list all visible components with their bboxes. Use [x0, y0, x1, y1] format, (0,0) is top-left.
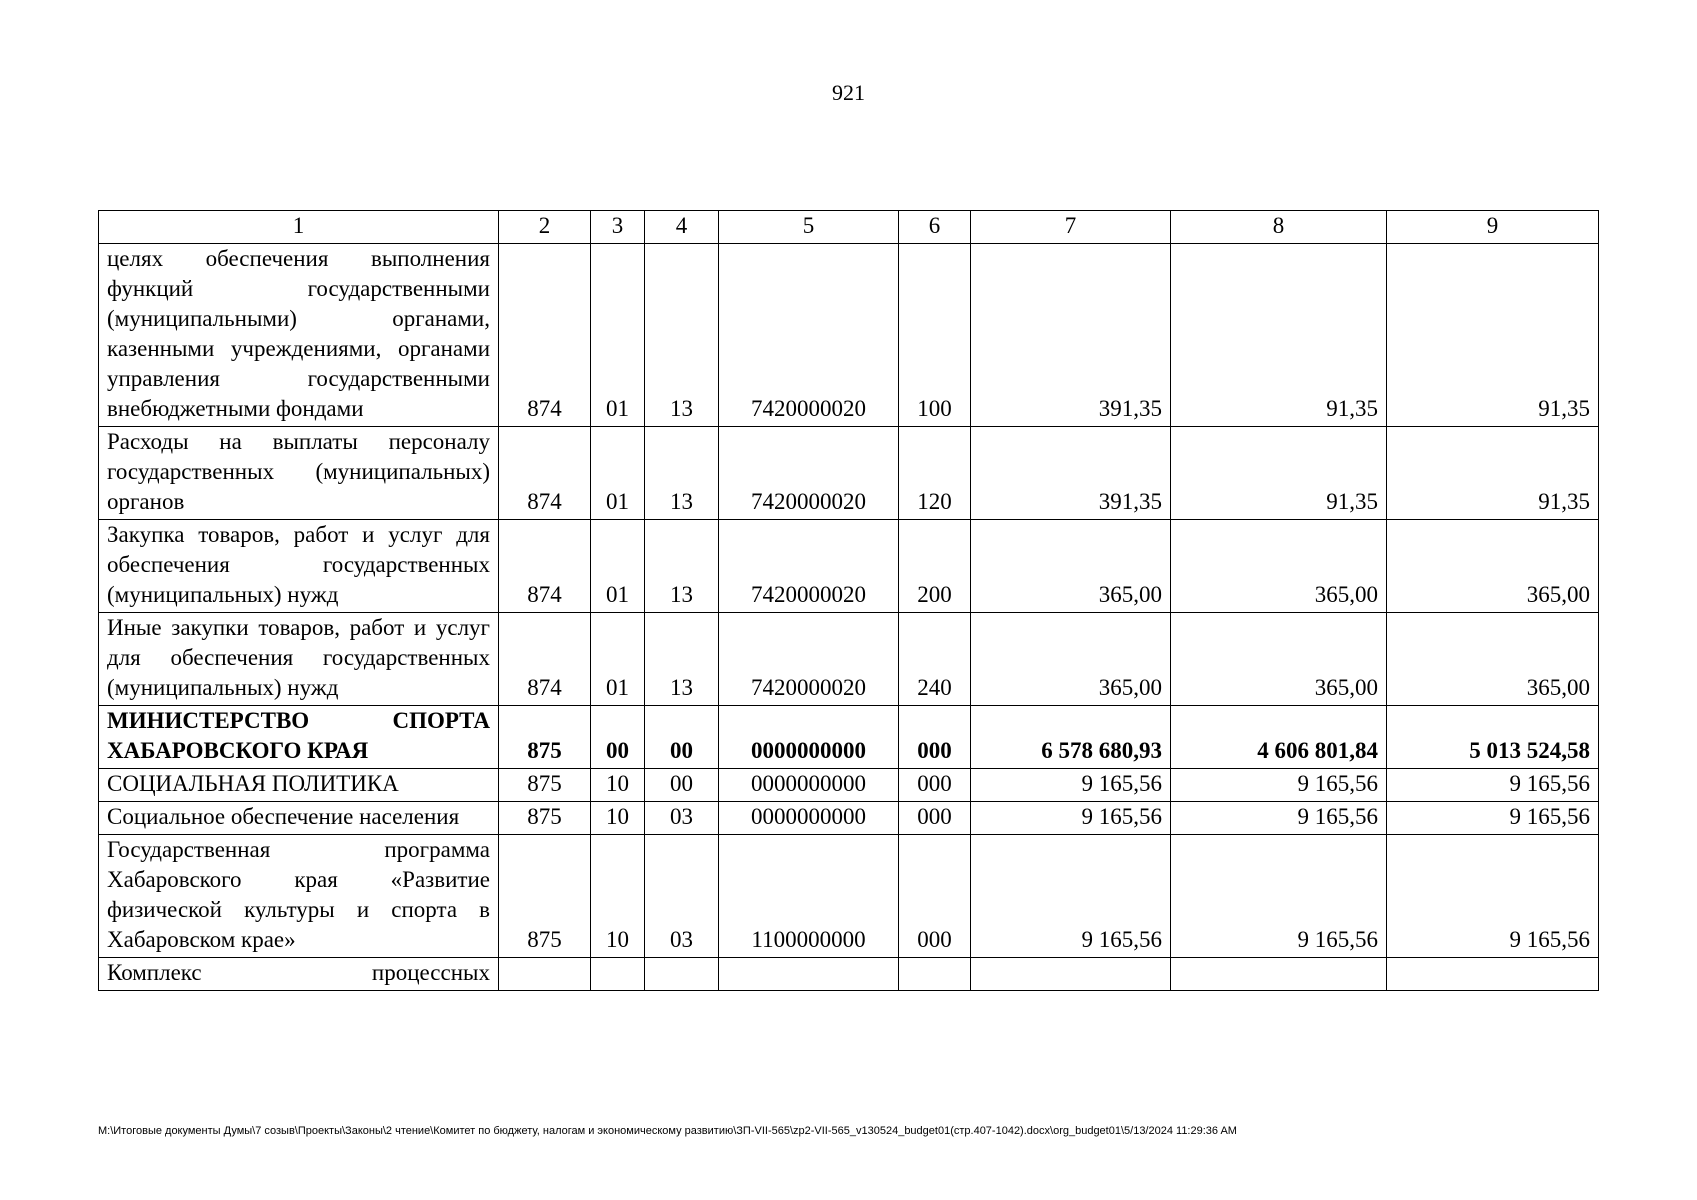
table-row	[99, 769, 1599, 802]
cell-rz: 01	[591, 244, 645, 427]
cell-pr: 13	[645, 520, 719, 613]
cell-amount-8	[1171, 958, 1387, 991]
cell-pr: 13	[645, 244, 719, 427]
cell-csr: 0000000000	[719, 706, 899, 769]
table-row	[99, 244, 1599, 427]
cell-amount-7: 6 578 680,93	[971, 706, 1171, 769]
cell-vr: 000	[899, 706, 971, 769]
cell-pr: 13	[645, 427, 719, 520]
cell-csr	[719, 958, 899, 991]
cell-vr: 240	[899, 613, 971, 706]
document-file-path: M:\Итоговые документы Думы\7 созыв\Проекты\Законы\2 чтение\Комитет по бюджету, налогам и экономическому развитию\ЗП-VII-565\zp2-VII-565_v130524_budget01(стр.407-1042).docx\org_budget01\5/13/2024 11:29:36 AM	[98, 1125, 1237, 1137]
header-row	[99, 211, 1599, 244]
cell-amount-9: 91,35	[1387, 244, 1599, 427]
row-name: целях обеспечения выполнения функций государственными (муниципальными) органами, казенными учреждениями, органами управления государственными внебюджетными фондами	[99, 244, 499, 427]
cell-amount-8: 91,35	[1171, 427, 1387, 520]
row-name: Социальное обеспечение населения	[99, 802, 499, 835]
table-row	[99, 520, 1599, 613]
row-name: Расходы на выплаты персоналу государственных (муниципальных) органов	[99, 427, 499, 520]
header-cell: 3	[591, 211, 645, 244]
cell-ved: 874	[499, 613, 591, 706]
cell-amount-8: 365,00	[1171, 520, 1387, 613]
cell-rz: 01	[591, 613, 645, 706]
cell-amount-8: 365,00	[1171, 613, 1387, 706]
cell-amount-8: 9 165,56	[1171, 769, 1387, 802]
cell-ved: 875	[499, 835, 591, 958]
row-name: Государственная программа Хабаровского края «Развитие физической культуры и спорта в Хабаровском крае»	[99, 835, 499, 958]
row-name: Иные закупки товаров, работ и услуг для обеспечения государственных (муниципальных) нужд	[99, 613, 499, 706]
header-cell: 1	[99, 211, 499, 244]
cell-ved: 875	[499, 706, 591, 769]
cell-amount-9: 91,35	[1387, 427, 1599, 520]
cell-amount-7: 365,00	[971, 520, 1171, 613]
cell-pr: 03	[645, 835, 719, 958]
budget-table	[98, 210, 1599, 991]
cell-amount-7	[971, 958, 1171, 991]
cell-amount-9: 365,00	[1387, 613, 1599, 706]
cell-rz: 01	[591, 520, 645, 613]
row-name: СОЦИАЛЬНАЯ ПОЛИТИКА	[99, 769, 499, 802]
cell-amount-7: 9 165,56	[971, 802, 1171, 835]
cell-vr: 200	[899, 520, 971, 613]
cell-rz	[591, 958, 645, 991]
cell-rz: 01	[591, 427, 645, 520]
cell-ved: 874	[499, 427, 591, 520]
cell-amount-8: 9 165,56	[1171, 835, 1387, 958]
cell-amount-9: 5 013 524,58	[1387, 706, 1599, 769]
cell-vr	[899, 958, 971, 991]
header-cell: 8	[1171, 211, 1387, 244]
cell-csr: 1100000000	[719, 835, 899, 958]
cell-amount-7: 391,35	[971, 427, 1171, 520]
cell-vr: 120	[899, 427, 971, 520]
cell-rz: 00	[591, 706, 645, 769]
table-row	[99, 802, 1599, 835]
cell-pr: 00	[645, 769, 719, 802]
cell-pr: 03	[645, 802, 719, 835]
cell-amount-9: 9 165,56	[1387, 835, 1599, 958]
cell-ved	[499, 958, 591, 991]
cell-vr: 100	[899, 244, 971, 427]
cell-csr: 7420000020	[719, 427, 899, 520]
cell-amount-7: 9 165,56	[971, 769, 1171, 802]
row-name: Комплекс процессных	[99, 958, 499, 991]
table-row-continued	[99, 958, 1599, 991]
table-row	[99, 427, 1599, 520]
cell-amount-9: 9 165,56	[1387, 802, 1599, 835]
header-cell: 6	[899, 211, 971, 244]
cell-pr: 13	[645, 613, 719, 706]
table-row-ministry	[99, 706, 1599, 769]
table-row	[99, 613, 1599, 706]
cell-amount-9: 9 165,56	[1387, 769, 1599, 802]
cell-vr: 000	[899, 802, 971, 835]
cell-ved: 874	[499, 520, 591, 613]
cell-amount-9	[1387, 958, 1599, 991]
page-number: 921	[832, 80, 865, 105]
cell-amount-7: 9 165,56	[971, 835, 1171, 958]
cell-amount-8: 4 606 801,84	[1171, 706, 1387, 769]
row-name: МИНИСТЕРСТВО СПОРТА ХАБАРОВСКОГО КРАЯ	[99, 706, 499, 769]
cell-amount-7: 365,00	[971, 613, 1171, 706]
cell-csr: 7420000020	[719, 520, 899, 613]
cell-csr: 7420000020	[719, 613, 899, 706]
cell-pr	[645, 958, 719, 991]
header-cell: 9	[1387, 211, 1599, 244]
cell-rz: 10	[591, 769, 645, 802]
cell-pr: 00	[645, 706, 719, 769]
cell-csr: 7420000020	[719, 244, 899, 427]
cell-csr: 0000000000	[719, 802, 899, 835]
cell-amount-8: 9 165,56	[1171, 802, 1387, 835]
header-cell: 2	[499, 211, 591, 244]
cell-rz: 10	[591, 802, 645, 835]
cell-csr: 0000000000	[719, 769, 899, 802]
cell-vr: 000	[899, 769, 971, 802]
cell-amount-9: 365,00	[1387, 520, 1599, 613]
cell-ved: 874	[499, 244, 591, 427]
row-name: Закупка товаров, работ и услуг для обеспечения государственных (муниципальных) нужд	[99, 520, 499, 613]
header-cell: 5	[719, 211, 899, 244]
cell-rz: 10	[591, 835, 645, 958]
cell-ved: 875	[499, 769, 591, 802]
table-row	[99, 835, 1599, 958]
header-cell: 4	[645, 211, 719, 244]
cell-amount-8: 91,35	[1171, 244, 1387, 427]
cell-vr: 000	[899, 835, 971, 958]
cell-amount-7: 391,35	[971, 244, 1171, 427]
cell-ved: 875	[499, 802, 591, 835]
header-cell: 7	[971, 211, 1171, 244]
